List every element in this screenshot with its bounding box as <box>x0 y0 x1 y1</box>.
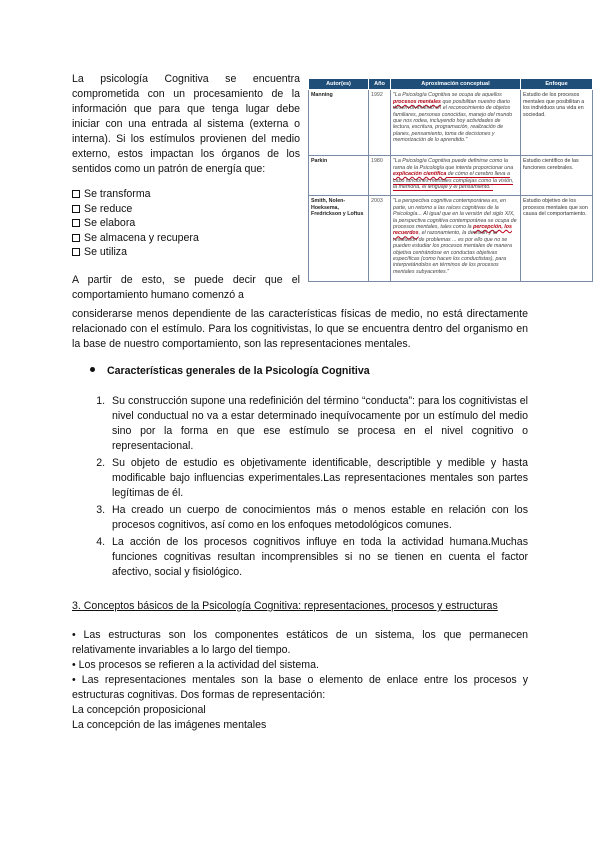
year-cell: 1980 <box>369 156 391 196</box>
checkbox-icon <box>72 248 80 256</box>
characteristics-list <box>72 394 528 582</box>
concept-cell: "La Psicología Cognitiva se ocupa de aquellos procesos mentales que posibilitan nuestro diario desenvolvimiento en el reconocimiento de objetos familiares, personas conocidas, manejo del mundo que nos rodea, incluyendo hoy actividades de lectura, escritura, programación, realización de planes, pensamiento, toma de decisiones y memorización de lo aprendido." <box>391 90 521 156</box>
intro-paragraph-2: A partir de esto, se puede decir que el comportamiento humano comenzó a <box>72 273 300 301</box>
section-3-title: 3. Conceptos básicos de la Psicología Cognitiva: representaciones, procesos y estructuras <box>72 600 498 612</box>
checklist-item: Se utiliza <box>72 245 300 260</box>
characteristics-heading: Características generales de la Psicología Cognitiva <box>90 365 370 377</box>
checklist-item: Se almacena y recupera <box>72 231 300 246</box>
focus-cell: Estudio objetivo de los procesos mentales que son causa del comportamiento. <box>521 196 593 282</box>
column-header: Año <box>369 79 391 90</box>
column-header: Enfoque <box>521 79 593 90</box>
list-item: 1. Su construcción supone una redefinición del término “conducta”: para los cognitivistas el nivel conductual no va a estar determinado inequívocamente por un estímulo del medio sino por la forma en que ese estímulo se procesa en el nivel cognitivo o representacional. <box>108 394 528 454</box>
author-cell: Manning <box>309 90 369 156</box>
table-row <box>309 156 593 196</box>
concepts-block <box>72 628 528 733</box>
year-cell: 2003 <box>369 196 391 282</box>
list-item: 2. Su objeto de estudio es objetivamente identificable, descriptible y medible y hasta modificable bajo influencias experimentales.Las representaciones mentales son partes legítimas de él. <box>108 456 528 501</box>
column-header: Aproximación conceptual <box>391 79 521 90</box>
concept-line: • Las estructuras son los componentes estáticos de un sistema, los que permanecen relativamente invariables a lo largo del tiempo. <box>72 629 528 656</box>
author-cell: Parkin <box>309 156 369 196</box>
checklist-item: Se reduce <box>72 202 300 217</box>
body-paragraph: considerarse menos dependiente de las características físicas de medio, no está directamente relacionado con el estímulo. Para los cognitivistas, lo que se encuentra dentro del organismo en la base de nuestro comportamiento, son las representaciones mentales. <box>72 308 528 350</box>
focus-cell: Estudio de los procesos mentales que posibilitan a los individuos una vida en sociedad. <box>521 90 593 156</box>
author-cell: Smith, Nolen-Hoeksema, Fredrickson y Loftus <box>309 196 369 282</box>
year-cell: 1992 <box>369 90 391 156</box>
authors-table <box>308 78 593 282</box>
concept-cell: "La perspectiva cognitiva contemporánea es, en parte, un retorno a las raíces cognitivas de la Psicología... Al igual que en la versión del siglo XIX, la perspectiva cognitiva contemporánea se ocupa de procesos mentales, tales como la percepción, los recuerdos, el razonamiento, la decisión y la resolución de problemas ... es por ello que no se pueden estudiar los procesos mentales de manera objetiva centrándose en conductas objetivas específicas (como hacen los conductistas), para interpretándolos en términos de los procesos mentales subyacentes." <box>391 196 521 282</box>
column-header: Autor(es) <box>309 79 369 90</box>
concept-line: • Las representaciones mentales son la base o elemento de enlace entre los procesos y estructuras cognitivas. Dos formas de representación: <box>72 674 528 701</box>
checkbox-icon <box>72 190 80 198</box>
authors-table-figure <box>308 78 592 282</box>
concept-line: • Los procesos se refieren a la actividad del sistema. <box>72 659 319 671</box>
bullet-icon <box>90 367 95 372</box>
energy-checklist <box>72 187 300 260</box>
focus-cell: Estudio científico de las funciones cerebrales. <box>521 156 593 196</box>
list-item: 3. Ha creado un cuerpo de conocimientos más o menos estable en relación con los procesos cognitivos, así como en los enfoques metodológicos comunes. <box>108 503 528 533</box>
checkbox-icon <box>72 205 80 213</box>
checkbox-icon <box>72 234 80 242</box>
checklist-item: Se elabora <box>72 216 300 231</box>
table-row <box>309 196 593 282</box>
table-header-row <box>309 79 593 90</box>
concept-cell: "La Psicología Cognitiva puede definirse como la rama de la Psicología que intenta proporcionar una explicación científica de cómo el cerebro lleva a cabo funciones mentales complejas como la visión, la memoria, el lenguaje y el pensamiento." <box>391 156 521 196</box>
checkbox-icon <box>72 219 80 227</box>
intro-column <box>72 72 300 303</box>
concept-line: La concepción de las imágenes mentales <box>72 719 267 731</box>
table-row <box>309 90 593 156</box>
concept-line: La concepción proposicional <box>72 704 206 716</box>
intro-paragraph: La psicología Cognitiva se encuentra comprometida con un procesamiento de la información que para que tenga lugar debe iniciar con una entrada al sistema (externa o interna). Si los estímulos provienen del medio externo, estos impactan los órganos de los sentidos como un patrón de energía que: <box>72 73 300 175</box>
list-item: 4. La acción de los procesos cognitivos influye en toda la actividad humana.Muchas funciones cognitivas resultan incomprensibles si no se tienen en cuenta el factor afectivo, social y fisiológico. <box>108 535 528 580</box>
checklist-item: Se transforma <box>72 187 300 202</box>
